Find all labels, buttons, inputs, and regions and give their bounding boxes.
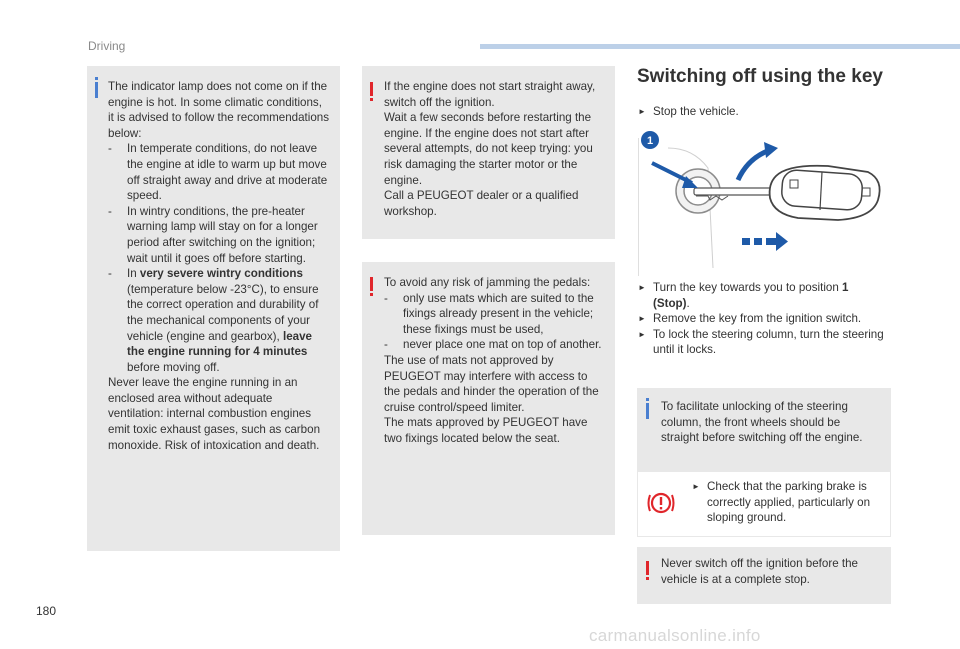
watermark: carmanualsonline.info: [589, 626, 761, 645]
info-steering-text: To facilitate unlocking of the steering column, the front wheels should be straight before switching off the engine.: [661, 400, 863, 445]
list-item: - In temperate conditions, do not leave the engine at idle to warm up but move off straight away and drive at moderate speed.: [108, 141, 330, 203]
warning-icon: [370, 277, 373, 291]
recommendations-list: [108, 141, 330, 375]
list-item: - never place one mat on top of another.: [384, 337, 605, 353]
warning-box-ignition: [637, 547, 891, 604]
warning-line: Call a PEUGEOT dealer or a qualified workshop.: [384, 189, 579, 218]
step-remove: ► Remove the key from the ignition switch.: [638, 311, 888, 327]
step-stop: ► Stop the vehicle.: [638, 104, 739, 120]
list-item: - In very severe wintry conditions (temperature below -23°C), to ensure the correct operation and durability of the mechanical components of your vehicle (engine and gearbox), leave the engine running for 4 minutes before moving off.: [108, 266, 330, 375]
list-item: - only use mats which are suited to the fixings already present in the vehicle; these fixings must be used,: [384, 291, 605, 338]
info-box-engine-hot: [87, 66, 340, 551]
mats-para: The mats approved by PEUGEOT have two fixings located below the seat.: [384, 416, 588, 445]
steps-group: [638, 280, 888, 358]
info-outro: Never leave the engine running in an enclosed area without adequate ventilation: internal combustion engines emit toxic exhaust gases, such as carbon monoxide. Risk of intoxication and death.: [108, 376, 321, 452]
page-title: Switching off using the key: [637, 66, 883, 87]
warning-box-start: [362, 66, 615, 239]
key-illustration: [638, 128, 888, 276]
warning-icon: [370, 82, 373, 96]
parking-brake-warning-icon: [646, 488, 676, 518]
warning-icon: [646, 561, 649, 575]
callout-number: 1: [646, 135, 654, 147]
warning-line: Wait a few seconds before restarting the engine. If the engine does not start after several attempts, do not keep trying: you risk damaging the starter motor or the engine.: [384, 111, 593, 187]
warning-ignition-text: Never switch off the ignition before the vehicle is at a complete stop.: [661, 557, 858, 586]
mats-para: The use of mats not approved by PEUGEOT may interfere with access to the pedals and hinder the operation of the cruise control/speed limiter.: [384, 353, 599, 414]
mats-list: [384, 291, 605, 353]
warning-line: If the engine does not start straight away, switch off the ignition.: [384, 80, 596, 109]
info-box-steering: [637, 388, 891, 472]
header-bar: [480, 44, 960, 49]
step-lock: ► To lock the steering column, turn the steering until it locks.: [638, 327, 888, 358]
list-item: - In wintry conditions, the pre-heater warning lamp will stay on for a longer period after switching on the ignition; wait until it goes off before starting.: [108, 204, 330, 266]
info-icon: [95, 82, 98, 98]
page-number: 180: [36, 604, 57, 618]
step-parking: ► Check that the parking brake is correctly applied, particularly on sloping ground.: [692, 479, 880, 526]
section-header: Driving: [88, 39, 126, 53]
mats-intro: To avoid any risk of jamming the pedals:: [384, 276, 591, 289]
info-intro: The indicator lamp does not come on if the engine is hot. In some climatic conditions, it is advised to follow the recommendations below:: [108, 80, 330, 140]
warning-box-mats: [362, 262, 615, 535]
info-icon: [646, 403, 649, 419]
step-turn: ► Turn the key towards you to position 1 (Stop).: [638, 280, 888, 311]
step-stop-group: [638, 104, 739, 120]
